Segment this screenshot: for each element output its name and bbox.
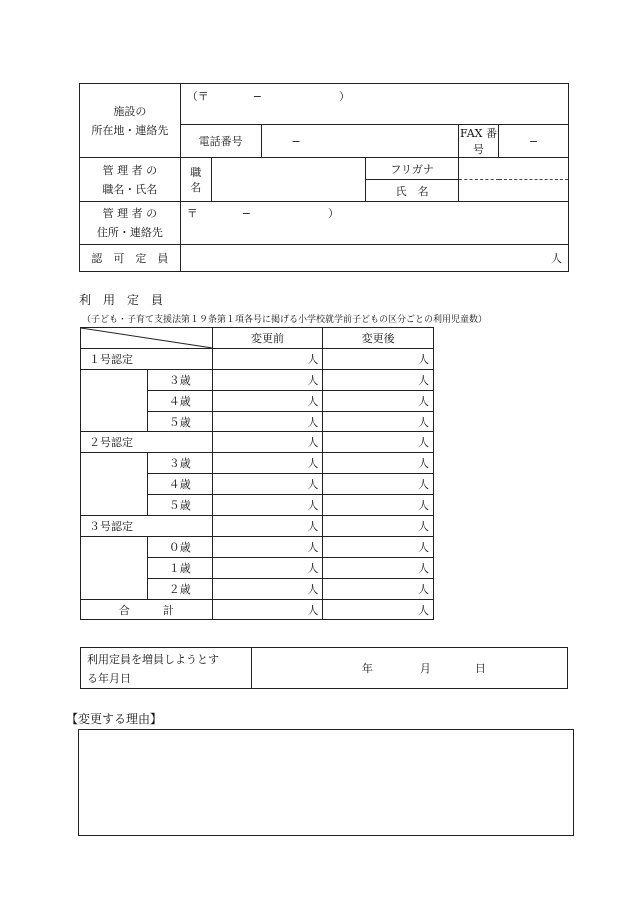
- total-before-value[interactable]: 人: [212, 599, 323, 620]
- manager-address-value[interactable]: 〒 − ）: [180, 202, 568, 245]
- header-diagonal-cell: [81, 328, 213, 349]
- manager-name-value[interactable]: [459, 180, 569, 202]
- group-label: １号認定: [81, 348, 213, 369]
- before-value[interactable]: 人: [212, 348, 323, 369]
- manager-name-field-label: 氏 名: [366, 180, 459, 202]
- total-after-value[interactable]: 人: [323, 599, 434, 620]
- increase-date-value[interactable]: [251, 648, 567, 689]
- col-after-header: 変更後: [323, 328, 434, 349]
- after-value[interactable]: 人: [323, 432, 434, 453]
- fax-label: FAX 番号: [459, 125, 499, 158]
- before-value[interactable]: 人: [212, 432, 323, 453]
- manager-title-label: 職 名: [180, 158, 211, 202]
- before-value[interactable]: 人: [212, 578, 323, 599]
- before-value[interactable]: 人: [212, 411, 323, 432]
- furigana-label: フリガナ: [366, 158, 459, 180]
- after-value[interactable]: 人: [323, 390, 434, 411]
- total-label: 合 計: [81, 599, 213, 620]
- age-label: ４歳: [147, 390, 212, 411]
- before-value[interactable]: 人: [212, 390, 323, 411]
- manager-title-value[interactable]: [211, 158, 366, 202]
- capacity-value[interactable]: 人: [180, 245, 568, 272]
- group-label: ３号認定: [81, 516, 213, 537]
- age-label: ２歳: [147, 578, 212, 599]
- group-spacer: [81, 369, 148, 432]
- facility-address-label: 施設の 所在地・連絡先: [80, 84, 181, 158]
- facility-postal-cell[interactable]: [180, 84, 568, 125]
- age-label: ５歳: [147, 411, 212, 432]
- total-row: [81, 599, 434, 620]
- after-value[interactable]: 人: [323, 516, 434, 537]
- group-label: ２号認定: [81, 432, 213, 453]
- reason-heading: 【変更する理由】: [66, 712, 163, 726]
- group-spacer: [81, 536, 148, 599]
- after-value[interactable]: 人: [323, 348, 434, 369]
- age-label: ５歳: [147, 495, 212, 516]
- after-value[interactable]: 人: [323, 369, 434, 390]
- age-label: ３歳: [147, 369, 212, 390]
- after-value[interactable]: 人: [323, 536, 434, 557]
- table-row: [81, 369, 434, 390]
- tel-value[interactable]: −: [261, 125, 459, 158]
- before-value[interactable]: 人: [212, 474, 323, 495]
- age-label: １歳: [147, 557, 212, 578]
- after-value[interactable]: 人: [323, 411, 434, 432]
- before-value[interactable]: 人: [212, 516, 323, 537]
- fax-value[interactable]: −: [499, 125, 569, 158]
- after-value[interactable]: 人: [323, 578, 434, 599]
- day-label: 日: [474, 662, 486, 675]
- manager-address-label: 管 理 者 の 住所・連絡先: [80, 202, 181, 245]
- after-value[interactable]: 人: [323, 557, 434, 578]
- year-label: 年: [361, 662, 373, 675]
- tel-label: 電話番号: [180, 125, 261, 158]
- before-value[interactable]: 人: [212, 536, 323, 557]
- facility-info-table: [79, 83, 569, 272]
- age-label: ３歳: [147, 453, 212, 474]
- capacity-label: 認 可 定 員: [80, 245, 181, 272]
- increase-date-label: 利用定員を増員しようとす る年月日: [81, 648, 252, 689]
- furigana-value[interactable]: [459, 158, 569, 180]
- before-value[interactable]: 人: [212, 557, 323, 578]
- increase-date-table: [80, 647, 568, 689]
- table-row: [81, 536, 434, 557]
- table-row: [81, 348, 434, 369]
- usage-title: 利 用 定 員: [79, 293, 164, 307]
- table-row: [81, 432, 434, 453]
- diagonal-line: [81, 328, 212, 348]
- usage-note: （子ども・子育て支援法第１９条第１項各号に掲げる小学校就学前子どもの区分ごとの利用児童数）: [82, 315, 488, 325]
- after-value[interactable]: 人: [323, 453, 434, 474]
- facility-postal: （〒 − ）: [186, 90, 350, 103]
- after-value[interactable]: 人: [323, 474, 434, 495]
- manager-name-label: 管 理 者 の 職名・氏名: [80, 158, 181, 202]
- usage-capacity-table: [80, 327, 434, 620]
- before-value[interactable]: 人: [212, 369, 323, 390]
- before-value[interactable]: 人: [212, 453, 323, 474]
- table-row: [81, 516, 434, 537]
- group-spacer: [81, 453, 148, 516]
- age-label: ４歳: [147, 474, 212, 495]
- before-value[interactable]: 人: [212, 495, 323, 516]
- after-value[interactable]: 人: [323, 495, 434, 516]
- col-before-header: 変更前: [212, 328, 323, 349]
- table-row: [81, 453, 434, 474]
- reason-textbox[interactable]: [78, 729, 574, 836]
- month-label: 月: [419, 662, 431, 675]
- age-label: ０歳: [147, 536, 212, 557]
